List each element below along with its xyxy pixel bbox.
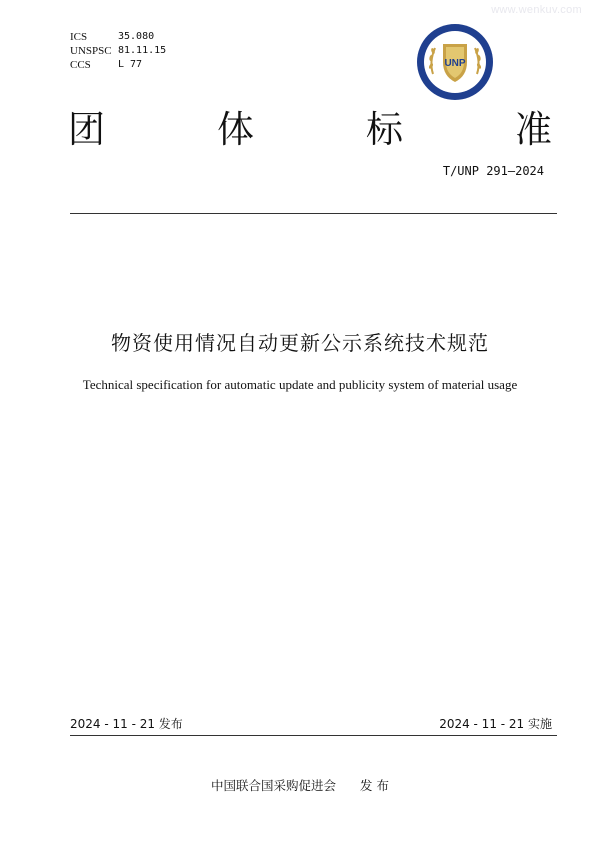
standard-type-char: 体 (217, 108, 254, 151)
standard-type-char: 标 (366, 108, 403, 151)
classification-key: ICS (70, 31, 88, 43)
standard-type-heading (68, 108, 552, 152)
classification-block (70, 30, 166, 72)
classification-value: 35.080 (118, 31, 155, 42)
standard-type-char: 团 (68, 108, 105, 151)
watermark: www.wenkuv.com (491, 4, 582, 16)
issuer-action: 发 布 (360, 778, 389, 793)
title-chinese: 物资使用情况自动更新公示系统技术规范 (111, 331, 489, 355)
classification-row-ccs (70, 58, 166, 72)
standard-number: T/UNP 291—2024 (442, 164, 544, 178)
issuer-line (0, 776, 600, 794)
classification-value: 81.11.15 (118, 45, 167, 56)
title-english: Technical specification for automatic update and publicity system of material usage (82, 377, 518, 392)
issuer-name: 中国联合国采购促进会 (211, 778, 337, 793)
classification-key: CCS (70, 59, 91, 71)
classification-row-unspsc (70, 44, 166, 58)
classification-key: UNSPSC (70, 45, 112, 57)
classification-row-ics (70, 30, 166, 44)
top-divider (70, 213, 557, 214)
logo-text: UNP (444, 58, 466, 69)
implement-date: 2024 - 11 - 21 实施 (439, 717, 552, 731)
standard-type-char: 准 (515, 108, 552, 151)
classification-value: L 77 (118, 59, 143, 70)
publish-date: 2024 - 11 - 21 发布 (70, 717, 183, 731)
bottom-divider (70, 735, 557, 736)
laurel-shield-logo-icon (415, 22, 495, 102)
